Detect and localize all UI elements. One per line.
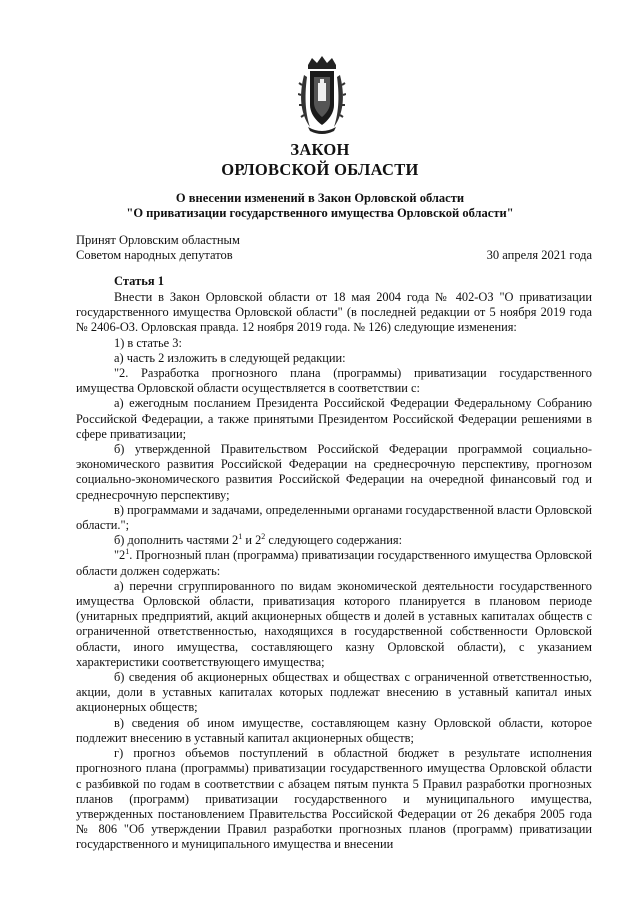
paragraph: г) прогноз объемов поступлений в областной бюджет в результате исполнения прогнозного плана (программы) приватизации государственного имущества Орловской области с разбивкой по годам в соответствии с абзацем пятым пункта 5 Правил разработки прогнозных планов (программ) приватизации государственного и муниципального имущества, утвержденных постановлением Правительства Российской Федерации от 26 декабря 2005 года № 806 "Об утверждении Правил разработки прогнозных планов (программ) приватизации государственного и муниципального имущества и внесении — [76, 746, 592, 852]
paragraph: а) ежегодным посланием Президента Российской Федерации Федеральному Собранию Российской Федерации, а также принятыми Президентом Российской Федерации решениями в сфере приватизации; — [76, 396, 592, 441]
adoption-line2: Советом народных депутатов — [76, 248, 233, 262]
paragraph: б) сведения об акционерных обществах и обществах с ограниченной ответственностью, акции, доли в уставных капиталах которых подлежат внесению в уставный капитал иных акционерных обществ; — [76, 670, 592, 715]
text-fragment: и 2 — [242, 533, 262, 548]
superscript: 2 — [261, 532, 266, 542]
law-subtitle-line1: О внесении изменений в Закон Орловской области — [175, 191, 465, 205]
text-fragment: . Прогнозный план (программа) приватизации государственного имущества Орловской области должен содержать: — [76, 548, 592, 578]
adoption-date: 30 апреля 2021 года — [486, 248, 592, 262]
text-fragment: "2 — [114, 548, 126, 563]
text-fragment: б) дополнить частями 2 — [114, 533, 239, 548]
orel-oblast-coat-of-arms-icon — [298, 55, 346, 137]
paragraph: б) утвержденной Правительством Российской Федерации программой социально-экономического развития Российской Федерации на среднесрочную перспективу, прогнозом социально-экономического развития Российской Федерации на очередной финансовый год и среднесрочную перспективу; — [76, 442, 592, 502]
text-fragment: следующего содержания: — [265, 533, 403, 548]
law-subtitle-line2: "О приватизации государственного имущества Орловской области" — [126, 206, 514, 220]
paragraph — [76, 533, 592, 548]
law-region-title: ОРЛОВСКОЙ ОБЛАСТИ — [221, 160, 419, 179]
paragraph: "2. Разработка прогнозного плана (программы) приватизации государственного имущества Орловской области осуществляется в соответствии с: — [76, 366, 592, 396]
law-title: ЗАКОН — [290, 140, 350, 159]
paragraph: в) программами и задачами, определенными органами государственной власти Орловской области."; — [76, 502, 592, 533]
superscript: 1 — [125, 547, 130, 557]
superscript: 1 — [238, 532, 243, 542]
paragraph: Внести в Закон Орловской области от 18 мая 2004 года № 402-ОЗ "О приватизации государственного имущества Орловской области" (в последней редакции от 5 ноября 2019 года № 2406-ОЗ. Орловская правда. 12 ноября 2019 года. № 126) следующие изменения: — [76, 290, 592, 335]
paragraph: а) перечни сгруппированного по видам экономической деятельности государственного имущества Орловской области, приватизация которого планируется в плановом периоде (унитарных предприятий, акций акционерных обществ и долей в уставных капиталах обществ с ограниченной ответственностью, находящихся в государственной собственности Орловской области, иного имущества, составляющего казну Орловской области), с указанием характеристики соответствующего имущества; — [76, 578, 592, 669]
paragraph: 1) в статье 3: — [114, 335, 182, 350]
paragraph: в) сведения об ином имуществе, составляющем казну Орловской области, которое подлежит внесению в уставный капитал акционерных обществ; — [76, 715, 592, 745]
paragraph — [76, 548, 592, 578]
article-body — [76, 290, 592, 853]
article-heading: Статья 1 — [114, 274, 164, 288]
adoption-line1: Принят Орловским областным — [76, 233, 240, 247]
paragraph: а) часть 2 изложить в следующей редакции: — [114, 350, 346, 365]
